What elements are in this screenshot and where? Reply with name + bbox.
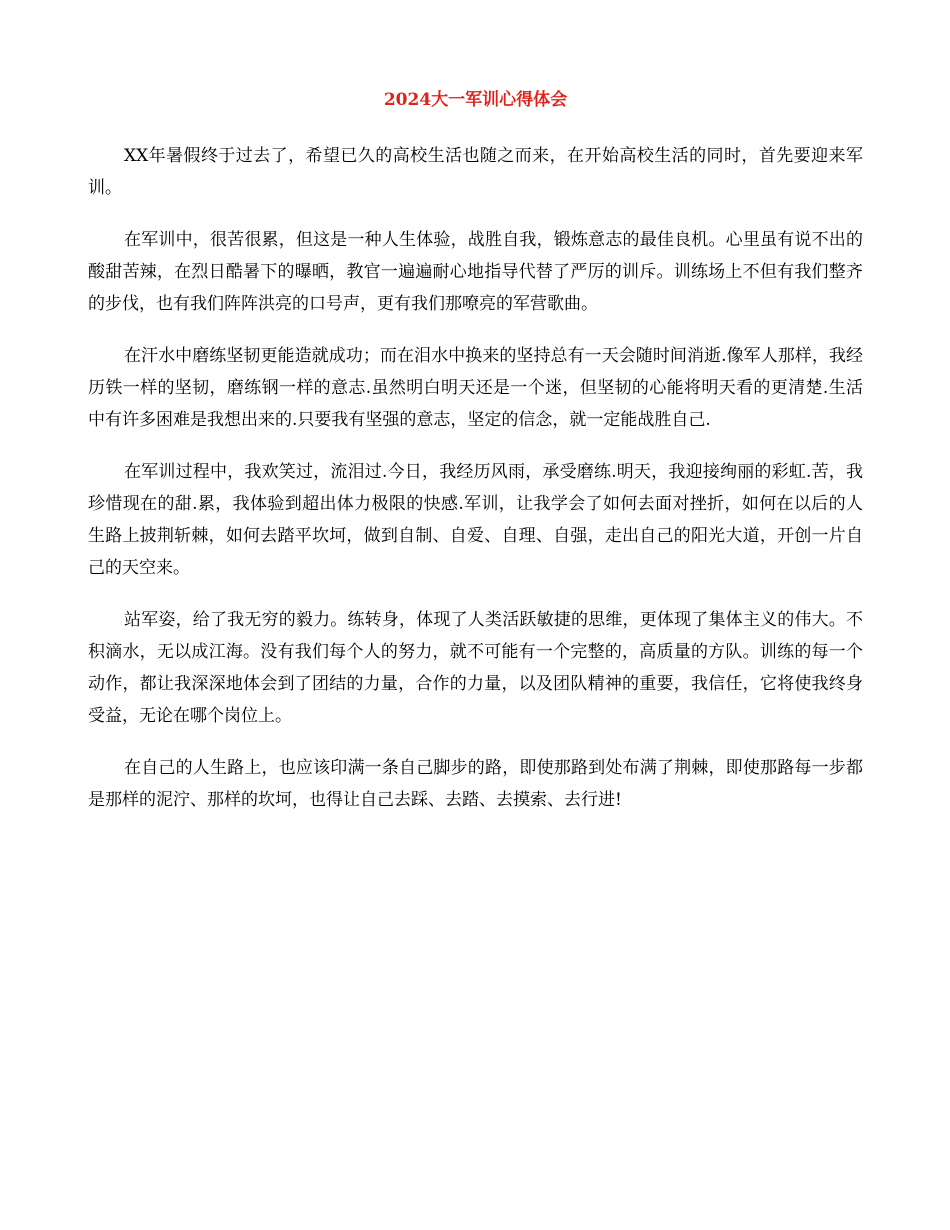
document-title: 2024大一军训心得体会 [383, 90, 568, 110]
paragraph-1: XX年暑假终于过去了，希望已久的高校生活也随之而来，在开始高校生活的同时，首先要迎来军训。 [88, 146, 863, 198]
paragraph-5: 站军姿，给了我无穷的毅力。练转身，体现了人类活跃敏捷的思维，更体现了集体主义的伟大。不积滴水，无以成江海。没有我们每个人的努力，就不可能有一个完整的，高质量的方队。训练的每一个动作，都让我深深地体会到了团结的力量，合作的力量，以及团队精神的重要，我信任，它将使我终身受益，无论在哪个岗位上。 [88, 610, 863, 726]
paragraph-2: 在军训中，很苦很累，但这是一种人生体验，战胜自我，锻炼意志的最佳良机。心里虽有说不出的酸甜苦辣，在烈日酷暑下的曝晒，教官一遍遍耐心地指导代替了严厉的训斥。训练场上不但有我们整齐的步伐，也有我们阵阵洪亮的口号声，更有我们那嘹亮的军营歌曲。 [88, 230, 863, 314]
paragraph-4: 在军训过程中，我欢笑过，流泪过.今日，我经历风雨，承受磨练.明天，我迎接绚丽的彩虹.苦，我珍惜现在的甜.累，我体验到超出体力极限的快感.军训，让我学会了如何去面对挫折，如何在以后的人生路上披荆斩棘，如何去踏平坎坷，做到自制、自爱、自理、自强，走出自己的阳光大道，开创一片自己的天空来。 [88, 462, 863, 578]
document-page [88, 88, 863, 836]
paragraph-3: 在汗水中磨练坚韧更能造就成功；而在泪水中换来的坚持总有一天会随时间消逝.像军人那样，我经历铁一样的坚韧，磨练钢一样的意志.虽然明白明天还是一个迷，但坚韧的心能将明天看的更清楚.生活中有许多困难是我想出来的.只要我有坚强的意志，坚定的信念，就一定能战胜自己. [88, 346, 863, 430]
paragraph-6: 在自己的人生路上，也应该印满一条自己脚步的路，即使那路到处布满了荆棘，即使那路每一步都是那样的泥泞、那样的坎坷，也得让自己去踩、去踏、去摸索、去行进! [88, 758, 863, 810]
